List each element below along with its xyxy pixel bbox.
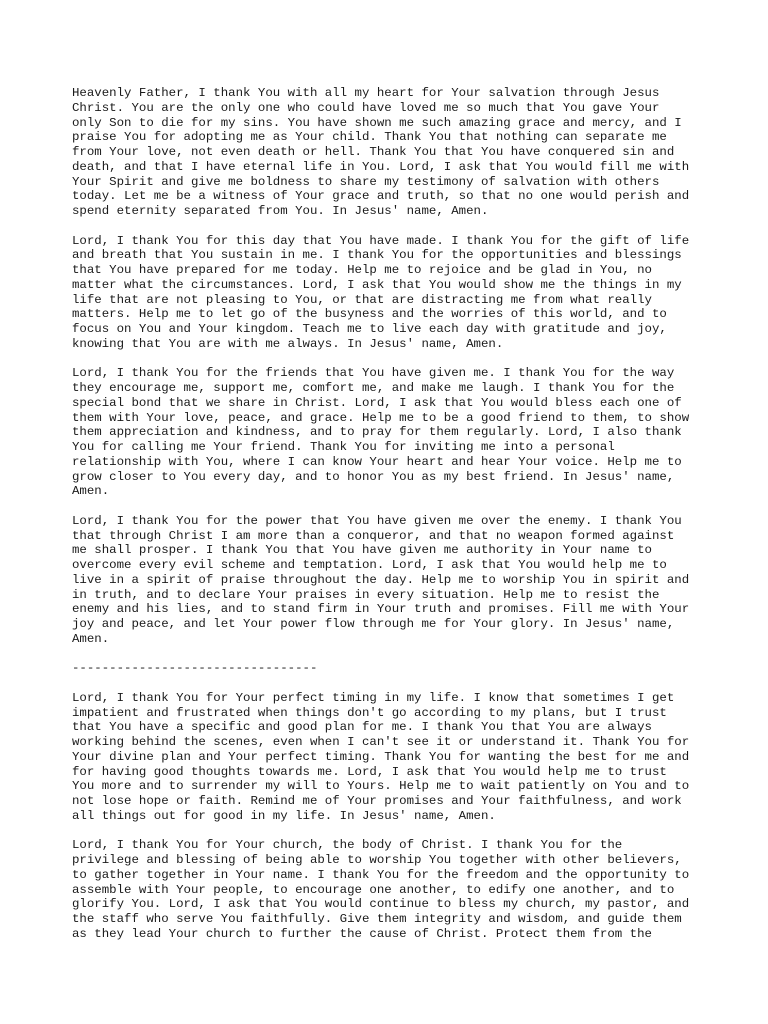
prayer-paragraph-friends: Lord, I thank You for the friends that You have given me. I thank You for the way they encourage me, support me, comfort me, and make me laugh. I thank You for the special bond that we share in Christ. Lord, I ask that You would bless each one of them with Your love, peace, and grace. Help me to be a good friend to them, to show them appreciation and kindness, and to pray for them regularly. Lord, I also thank You for calling me Your friend. Thank You for inviting me into a personal relationship with You, where I can know Your heart and hear Your voice. Help me to grow closer to You every day, and to honor You as my best friend. In Jesus' name, Amen. <box>72 366 690 499</box>
prayer-paragraph-salvation: Heavenly Father, I thank You with all my heart for Your salvation through Jesus Christ. You are the only one who could have loved me so much that You gave Your only Son to die for my sins. You have shown me such amazing grace and mercy, and I praise You for adopting me as Your child. Thank You that nothing can separate me from Your love, not even death or hell. Thank You that You have conquered sin and death, and that I have eternal life in You. Lord, I ask that You would fill me with Your Spirit and give me boldness to share my testimony of salvation with others today. Let me be a witness of Your grace and truth, so that no one would perish and spend eternity separated from You. In Jesus' name, Amen. <box>72 86 690 218</box>
prayer-paragraph-power: Lord, I thank You for the power that You have given me over the enemy. I thank You that through Christ I am more than a conqueror, and that no weapon formed against me shall prosper. I thank You that You have given me authority in Your name to overcome every evil scheme and temptation. Lord, I ask that You would help me to live in a spirit of praise throughout the day. Help me to worship You in spirit and in truth, and to declare Your praises in every situation. Help me to resist the enemy and his lies, and to stand firm in Your truth and promises. Fill me with Your joy and peace, and let Your power flow through me for Your glory. In Jesus' name, Amen. <box>72 513 690 646</box>
prayer-paragraph-timing: Lord, I thank You for Your perfect timing in my life. I know that sometimes I get impatient and frustrated when things don't go according to my plans, but I trust that You have a specific and good plan for me. I thank You that You are always working behind the scenes, even when I can't see it or understand it. Thank You for Your divine plan and Your perfect timing. Thank You for wanting the best for me and for having good thoughts towards me. Lord, I ask that You would help me to trust You more and to surrender my will to Yours. Help me to wait patiently on You and to not lose hope or faith. Remind me of Your promises and Your faithfulness, and work all things out for good in my life. In Jesus' name, Amen. <box>72 690 690 823</box>
prayer-paragraph-church: Lord, I thank You for Your church, the body of Christ. I thank You for the privilege and blessing of being able to worship You together with other believers, to gather together in Your name. I thank You for the freedom and the opportunity to assemble with Your people, to encourage one another, to edify one another, and to glorify You. Lord, I ask that You would continue to bless my church, my pastor, and the staff who serve You faithfully. Give them integrity and wisdom, and guide them as they lead Your church to further the cause of Christ. Protect them from the <box>72 838 690 941</box>
prayer-paragraph-today: Lord, I thank You for this day that You have made. I thank You for the gift of life and breath that You sustain in me. I thank You for the opportunities and blessings that You have prepared for me today. Help me to rejoice and be glad in You, no matter what the circumstances. Lord, I ask that You would show me the things in my life that are not pleasing to You, or that are distracting me from what really matters. Help me to let go of the busyness and the worries of this world, and to focus on You and Your kingdom. Teach me to live each day with gratitude and joy, knowing that You are with me always. In Jesus' name, Amen. <box>72 233 690 351</box>
section-divider: --------------------------------- <box>72 661 318 676</box>
document-page <box>72 86 712 956</box>
